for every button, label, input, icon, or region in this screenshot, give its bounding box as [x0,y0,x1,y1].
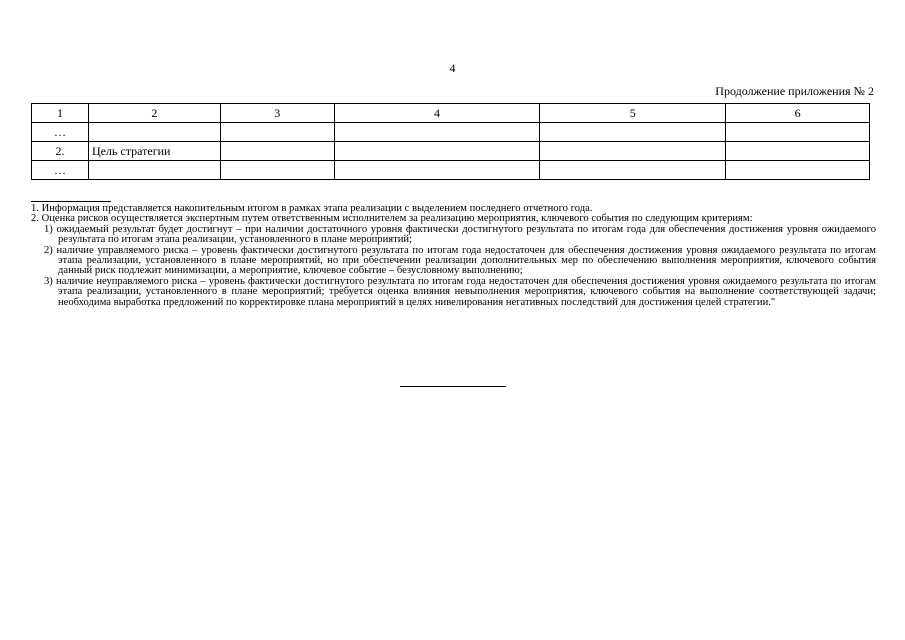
table-header-row [32,104,870,123]
risk-criterion-1: 1) ожидаемый результат будет достигнут – при наличии достаточного уровня фактически достигнутого результата по итогам года для обеспечения достижения уровня ожидаемого результата по итогам этапа реализации, установленного в плане мероприятий; [44,223,876,246]
table-header-cell: 3 [220,104,334,123]
table-header-cell: 5 [540,104,726,123]
table-row [32,161,870,180]
page-number: 4 [449,61,456,75]
table-cell [220,161,334,180]
table-cell [726,142,870,161]
table-cell [726,123,870,142]
data-table [31,103,870,180]
appendix-continuation-label: Продолжение приложения № 2 [715,84,874,98]
footnote-1: 1. Информация представляется накопительным итогом в рамках этапа реализации с выделением последнего отчетного года. [31,203,593,214]
table-cell [334,161,540,180]
table-header-cell: 2 [88,104,220,123]
table-cell [726,161,870,180]
table-cell: … [32,161,89,180]
table-cell [88,161,220,180]
table-cell [220,142,334,161]
table-cell: … [32,123,89,142]
risk-criterion-2: 2) наличие управляемого риска – уровень фактически достигнутого результата по итогам года недостаточен для обеспечения достижения уровня ожидаемого результата по итогам этапа реализации, установленного в плане мероприятий, но при обеспечении реализации дополнительных мер по обеспечению выполнения мероприятия, ключевого события данный риск подлежит минимизации, а мероприятие, ключевое событие – безусловному выполнению; [44,244,876,277]
table-cell: Цель стратегии [88,142,220,161]
table-header-cell: 1 [32,104,89,123]
table-row [32,123,870,142]
document-end-rule [400,386,506,387]
table-cell [540,161,726,180]
footnote-separator [31,201,111,202]
table-cell [334,142,540,161]
table-cell: 2. [32,142,89,161]
table-cell [540,142,726,161]
risk-criterion-3: 3) наличие неуправляемого риска – уровень фактически достигнутого результата по итогам года недостаточен для обеспечения достижения уровня ожидаемого результата по итогам этапа реализации, установленного в плане мероприятий; требуется оценка влияния невыполнения мероприятия, ключевого события на выполнение соответствующей задачи; необходима выработка предложений по корректировке плана мероприятий в целях нивелирования негативных последствий для достижения целей стратегии." [44,275,876,308]
footnote-2: 2. Оценка рисков осуществляется экспертным путем ответственным исполнителем за реализацию мероприятия, ключевого события по следующим критериям: [31,213,753,225]
footnotes [31,204,876,308]
table-cell [220,123,334,142]
table-header-cell: 4 [334,104,540,123]
table-header-cell: 6 [726,104,870,123]
table-cell [334,123,540,142]
table-row [32,142,870,161]
table-cell [540,123,726,142]
table-cell [88,123,220,142]
